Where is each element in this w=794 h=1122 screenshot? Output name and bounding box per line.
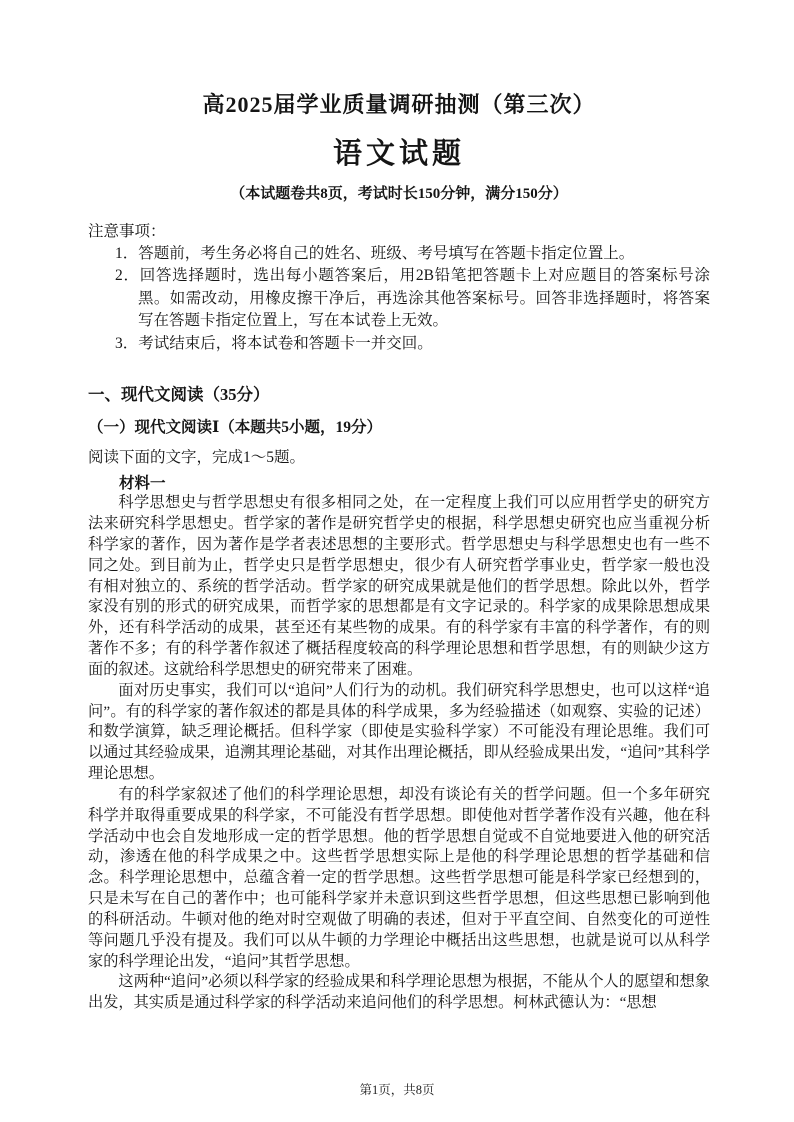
page-footer: 第1页，共8页 [359, 1083, 435, 1097]
passage-paragraph: 面对历史事实，我们可以“追问”人们行为的动机。我们研究科学思想史，也可以这样“追问”。有的科学家的著作叙述的都是具体的科学成果，多为经验描述（如观察、实验的记述）和数学演算，缺乏理论概括。但科学家（即使是实验科学家）不可能没有理论思维。我们可以通过其经验成果，追溯其理论基础，对其作出理论概括，即从经验成果出发，“追问”其科学理论思想。 [88, 681, 710, 783]
notice-item: 2．回答选择题时，选出每小题答案后，用2B铅笔把答题卡上对应题目的答案标号涂黑。如需改动，用橡皮擦干净后，再选涂其他答案标号。回答非选择题时，将答案写在答题卡指定位置上，写在本试卷上无效。 [115, 267, 710, 330]
notice-label: 注意事项： [88, 223, 166, 240]
subject-title: 语文试题 [332, 138, 465, 170]
passage [88, 493, 710, 1014]
section-subheading: （一）现代文阅读Ⅰ（本题共5小题，19分） [88, 419, 383, 437]
reading-instruction: 阅读下面的文字，完成1～5题。 [88, 449, 306, 467]
passage-paragraph: 有的科学家叙述了他们的科学理论思想，却没有谈论有关的哲学问题。但一个多年研究科学并取得重要成果的科学家，不可能没有哲学思想。即使他对哲学著作没有兴趣，他在科学活动中也会自发地形成一定的哲学思想。他的哲学思想自觉或不自觉地要进入他的研究活动，渗透在他的科学成果之中。这些哲学思想实际上是他的科学理论思想的哲学基础和信念。科学理论思想中，总蕴含着一定的哲学思想。这些哲学思想可能是科学家已经想到的，只是未写在自己的著作中；也可能科学家并未意识到这些哲学思想，但这些思想已影响到他的科研活动。牛顿对他的绝对时空观做了明确的表述，但对于平直空间、自然变化的可逆性等问题几乎没有提及。我们可以从牛顿的力学理论中概括出这些思想，也就是说可以从科学家的科学理论出发，“追问”其哲学思想。 [88, 785, 710, 970]
notice-item: 3．考试结束后，将本试卷和答题卡一并交回。 [115, 334, 433, 352]
section-heading: 一、现代文阅读（35分） [88, 385, 270, 405]
exam-title: 高2025届学业质量调研抽测（第三次） [202, 92, 596, 117]
passage-paragraph: 这两种“追问”必须以科学家的经验成果和科学理论思想为根据，不能从个人的愿望和想象出发，其实质是通过科学家的科学活动来追问他们的科学思想。柯林武德认为：“思想 [88, 973, 710, 1012]
notice-list [88, 243, 710, 355]
exam-info-line: （本试题卷共8页，考试时长150分钟，满分150分） [230, 186, 568, 202]
material-label: 材料一 [119, 475, 166, 493]
passage-paragraph: 科学思想史与哲学思想史有很多相同之处，在一定程度上我们可以应用哲学史的研究方法来研究科学思想史。哲学家的著作是研究哲学史的根据，科学思想史研究也应当重视分析科学家的著作，因为著作是学者表述思想的主要形式。哲学思想史与科学思想史也有一些不同之处。到目前为止，哲学史只是哲学思想史，很少有人研究哲学事业史，哲学家一般也没有相对独立的、系统的哲学活动。哲学家的研究成果就是他们的哲学思想。除此以外，哲学家没有别的形式的研究成果，而哲学家的思想都是有文字记录的。科学家的成果除思想成果外，还有科学活动的成果，甚至还有某些物的成果。有的科学家有丰富的科学著作，有的则著作不多；有的科学著作叙述了概括程度较高的科学理论思想和哲学思想，有的则缺少这方面的叙述。这就给科学思想史的研究带来了困难。 [88, 494, 710, 678]
notice-item: 1．答题前，考生务必将自己的姓名、班级、考号填写在答题卡指定位置上。 [115, 245, 635, 262]
